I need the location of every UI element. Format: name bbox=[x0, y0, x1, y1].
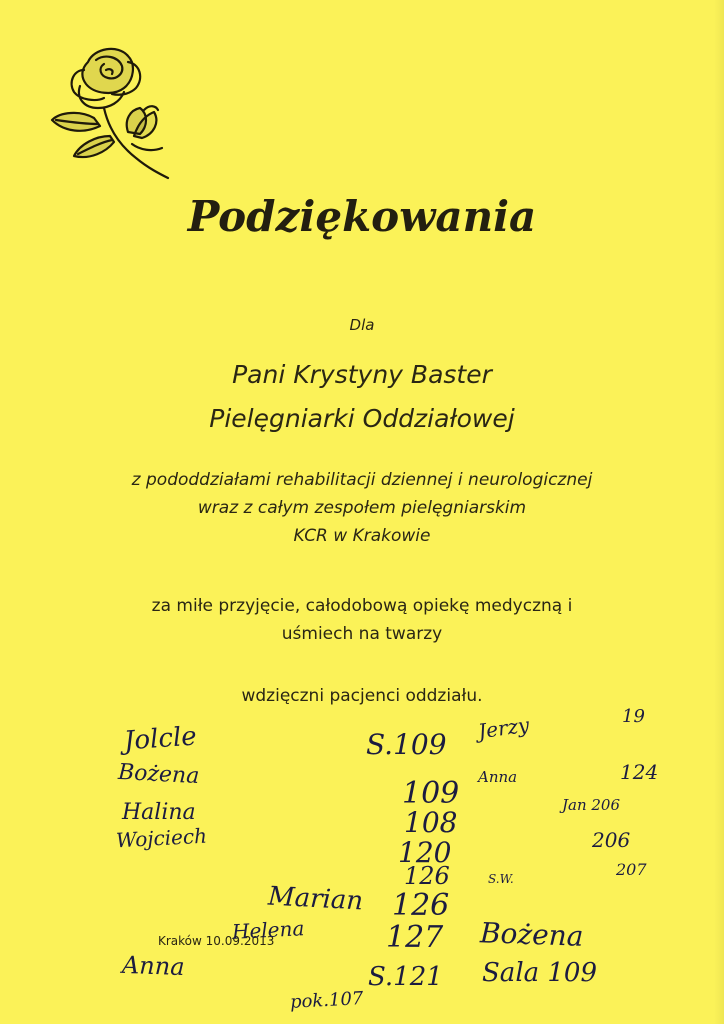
signature: S.W. bbox=[488, 872, 514, 886]
for-label: Dla bbox=[349, 316, 375, 334]
signature: Halina bbox=[122, 800, 196, 825]
department-line-2: wraz z całym zespołem pielęgniarskim bbox=[197, 498, 527, 518]
signature: Anna bbox=[478, 768, 518, 786]
signature: Jan 206 bbox=[562, 796, 621, 814]
signature: S.109 bbox=[366, 728, 447, 761]
thanks-line-2: uśmiech na twarzy bbox=[281, 624, 443, 644]
signature: Helena bbox=[231, 916, 305, 944]
signature: 108 bbox=[404, 806, 458, 839]
signature: Jerzy bbox=[476, 712, 531, 744]
signature: Marian bbox=[267, 881, 364, 917]
date-text: Kraków 10.09.2013 bbox=[158, 934, 275, 948]
signature: 206 bbox=[592, 828, 631, 852]
recipient-name: Pani Krystyny Baster bbox=[232, 360, 492, 389]
signature: Bożena bbox=[117, 759, 200, 790]
signature: Wojciech bbox=[115, 823, 208, 853]
recipient-role: Pielęgniarki Oddziałowej bbox=[209, 404, 515, 433]
signature: 127 bbox=[386, 920, 444, 955]
signature: 126 bbox=[392, 888, 450, 923]
signature: Sala 109 bbox=[482, 958, 598, 988]
certificate-title: Podziękowania bbox=[187, 192, 537, 241]
signature: Bożena bbox=[479, 916, 585, 953]
signature: 207 bbox=[616, 860, 647, 879]
thanks-line-1: za miłe przyjęcie, całodobową opiekę medyczną i bbox=[151, 596, 573, 616]
signature: Jolcle bbox=[123, 721, 198, 757]
signature: S.121 bbox=[368, 962, 443, 992]
department-line-1: z pododdziałami rehabilitacji dziennej i neurologicznej bbox=[131, 470, 593, 490]
signature: Anna bbox=[121, 950, 186, 982]
paper-edge bbox=[714, 0, 724, 1024]
rose-icon bbox=[44, 40, 174, 185]
signature: pok.107 bbox=[289, 988, 364, 1013]
signature: 126 bbox=[404, 862, 450, 890]
signature: 124 bbox=[620, 760, 659, 784]
signed-by: wdzięczni pacjenci oddziału. bbox=[241, 686, 483, 706]
signature: 19 bbox=[622, 706, 645, 727]
department-line-3: KCR w Krakowie bbox=[293, 526, 431, 546]
signature: 109 bbox=[402, 776, 460, 811]
signature: 120 bbox=[398, 836, 452, 869]
